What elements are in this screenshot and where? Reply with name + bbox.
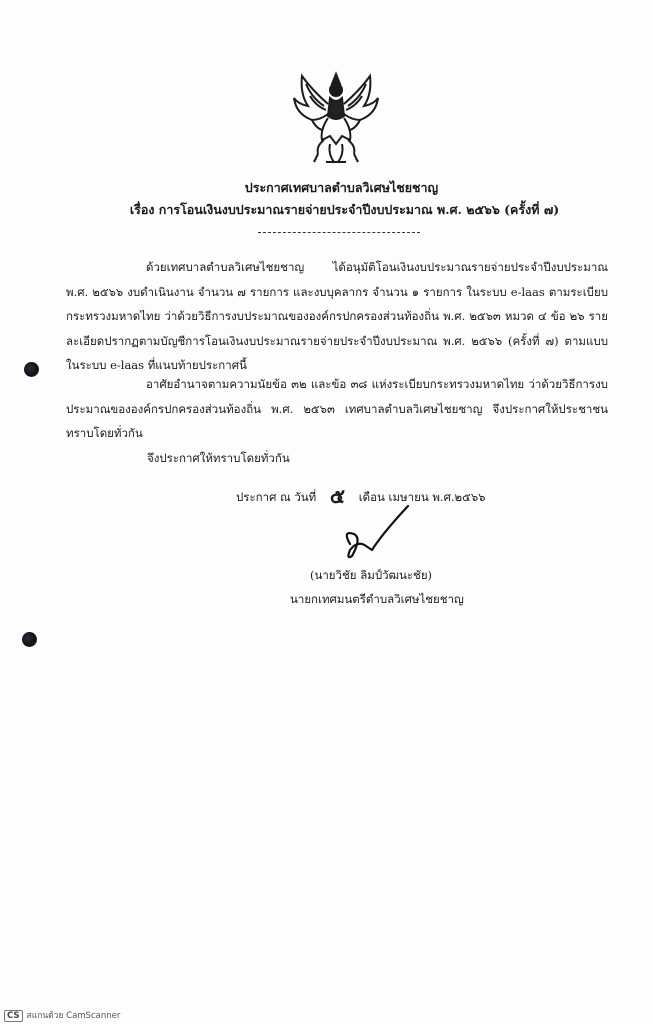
punch-hole-bottom [22,632,37,647]
date-day: ๕ [329,484,346,508]
announcement-subject: เรื่อง การโอนเงินงบประมาณรายจ่ายประจำปีงบประมาณ พ.ศ. ๒๕๖๖ (ครั้งที่ ๗) [129,202,560,217]
handwritten-signature [336,500,416,562]
body-paragraph-1: ด้วยเทศบาลตำบลวิเศษไชยชาญ ได้อนุมัติโอนเงินงบประมาณรายจ่ายประจำปีงบประมาณ พ.ศ. ๒๕๖๖ งบดำเนินงาน จำนวน ๗ รายการ และงบบุคลากร จำนวน ๑ รายการ ในระบบ e-laas ตามระเบียบกระทรวงมหาดไทย ว่าด้วยวิธีการงบประมาณขององค์กรปกครองส่วนท้องถิ่น พ.ศ. ๒๕๖๓ หมวด ๔ ข้อ ๒๖ รายละเอียดปรากฏตามบัญชีการโอนเงินงบประมาณรายจ่ายประจำปีงบประมาณ พ.ศ. ๒๕๖๖ (ครั้งที่ ๗) ตามแบบในระบบ e-laas ที่แนบท้ายประกาศนี้ [66,260,608,372]
separator-line [258,232,420,233]
signer-name: (นายวิชัย ลิมป์วัฒนะชัย) [310,568,433,582]
camscanner-logo-icon: CS [4,1010,23,1022]
body-paragraph-2: อาศัยอำนาจตามความนัยข้อ ๓๒ และข้อ ๓๘ แห่งระเบียบกระทรวงมหาดไทย ว่าด้วยวิธีการงบประมาณขององค์กรปกครองส่วนท้องถิ่น พ.ศ. ๒๕๖๓ เทศบาลตำบลวิเศษไชยชาญ จึงประกาศให้ประชาชนทราบโดยทั่วกัน [66,377,608,440]
announcement-title: ประกาศเทศบาลตำบลวิเศษไชยชาญ [244,180,439,195]
signer-position: นายกเทศมนตรีตำบลวิเศษไชยชาญ [290,592,464,606]
closing-line: จึงประกาศให้ทราบโดยทั่วกัน [147,451,290,465]
punch-hole-top [24,362,39,377]
date-month-year: เดือน เมษายน พ.ศ.๒๕๖๖ [358,490,486,504]
date-prefix: ประกาศ ณ วันที่ [236,490,317,504]
garuda-emblem [290,70,382,170]
watermark-text: สแกนด้วย CamScanner [26,1011,121,1021]
scanner-watermark [4,1008,120,1022]
